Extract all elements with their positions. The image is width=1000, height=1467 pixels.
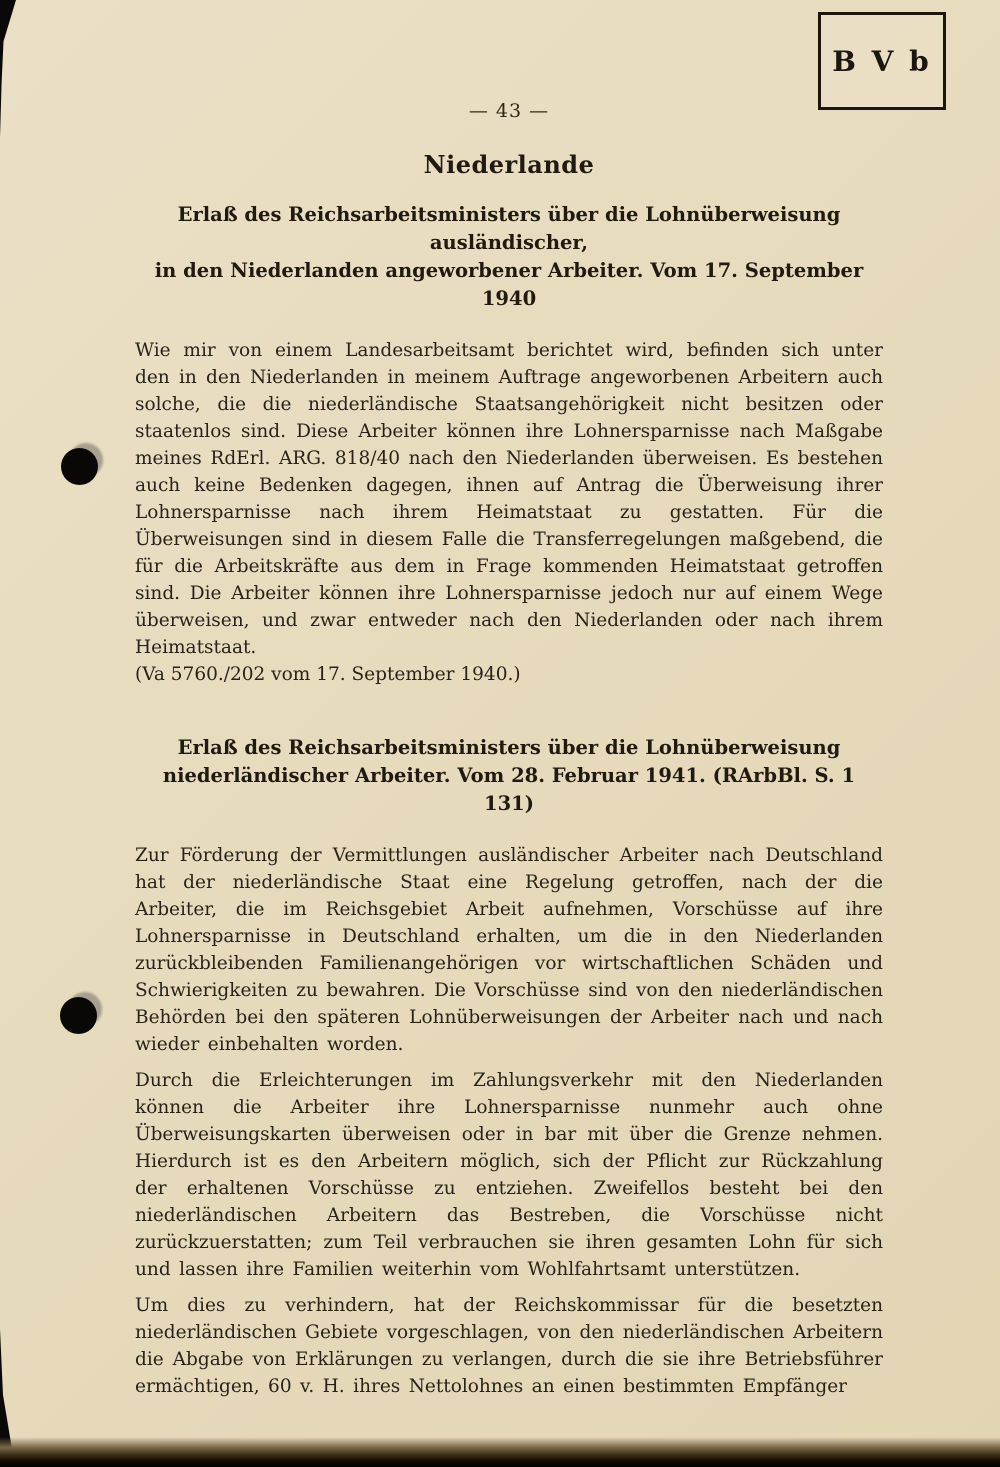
decree1-heading-line1: Erlaß des Reichsarbeitsministers über die Lohnüberweisung ausländischer, (177, 203, 841, 254)
binding-mark-bottom-left (0, 1329, 12, 1449)
decree1-heading (135, 201, 883, 313)
decree1-heading-line2: in den Niederlanden angeworbener Arbeiter. Vom 17. September 1940 (154, 259, 864, 310)
decree2-heading (135, 734, 883, 818)
decree1-reference: (Va 5760./202 vom 17. September 1940.) (135, 664, 521, 685)
classification-stamp-label: B V b (832, 44, 932, 78)
page-title: Niederlande (423, 150, 595, 179)
punch-hole-bottom (60, 997, 100, 1037)
page-number: — 43 — (468, 100, 550, 122)
page-bottom-edge-shadow (0, 1437, 1000, 1467)
decree2-heading-line1: Erlaß des Reichsarbeitsministers über die Lohnüberweisung (177, 736, 841, 759)
decree1-body: Wie mir von einem Landesarbeitsamt berichtet wird, befinden sich unter den in den Niederlanden in meinem Auftrage angeworbenen Arbeitern auch solche, die die niederländische Staatsangehörigkeit nicht besitzen oder staatenlos sind. Diese Arbeiter können ihre Lohnersparnisse nach Maßgabe meines RdErl. ARG. 818/40 nach den Niederlanden überweisen. Es bestehen auch keine Bedenken dagegen, ihnen auf Antrag die Überweisung ihrer Lohnersparnisse nach ihrem Heimatstaat zu gestatten. Für die Überweisungen sind in diesem Falle die Transferregelungen maßgebend, die für die Arbeitskräfte aus dem in Frage kommenden Heimatstaat getroffen sind. Die Arbeiter können ihre Lohnersparnisse jedoch nur auf einem Wege überweisen, und zwar entweder nach den Niederlanden oder nach ihrem Heimatstaat. (135, 340, 883, 658)
decree2-paragraph-1: Zur Förderung der Vermittlungen ausländischer Arbeiter nach Deutschland hat der niederländische Staat eine Regelung getroffen, nach der die Arbeiter, die im Reichsgebiet Arbeit aufnehmen, Vorschüsse auf ihre Lohnersparnisse in Deutschland erhalten, um die in den Niederlanden zurückbleibenden Familienangehörigen vor wirtschaftlichen Schäden und Schwierigkeiten zu bewahren. Die Vorschüsse sind von den niederländischen Behörden bei den späteren Lohnüberweisungen der Arbeiter nach und nach wieder einbehalten worden. (135, 845, 883, 1055)
binding-mark-top-left (0, 0, 16, 138)
punch-hole-top (61, 448, 101, 488)
decree2-paragraph-2: Durch die Erleichterungen im Zahlungsverkehr mit den Niederlanden können die Arbeiter ihre Lohnersparnisse nunmehr auch ohne Überweisungskarten überweisen oder in bar mit über die Grenze nehmen. Hierdurch ist es den Arbeitern möglich, sich der Pflicht zur Rückzahlung der erhaltenen Vorschüsse zu entziehen. Zweifellos besteht bei den niederländischen Arbeitern das Bestreben, die Vorschüsse nicht zurückzuerstatten; zum Teil verbrauchen sie ihren gesamten Lohn für sich und lassen ihre Familien weiterhin vom Wohlfahrtsamt unterstützen. (135, 1070, 883, 1280)
decree2-paragraph-3: Um dies zu verhindern, hat der Reichskommissar für die besetzten niederländischen Gebiete vorgeschlagen, von den niederländischen Arbeitern die Abgabe von Erklärungen zu verlangen, durch die sie ihre Betriebsführer ermächtigen, 60 v. H. ihres Nettolohnes an einen bestimmten Empfänger (135, 1295, 883, 1397)
page-content (135, 100, 883, 1400)
classification-stamp-box (818, 12, 946, 110)
decree2-heading-line2: niederländischer Arbeiter. Vom 28. Februar 1941. (RArbBl. S. 1 131) (162, 764, 856, 815)
